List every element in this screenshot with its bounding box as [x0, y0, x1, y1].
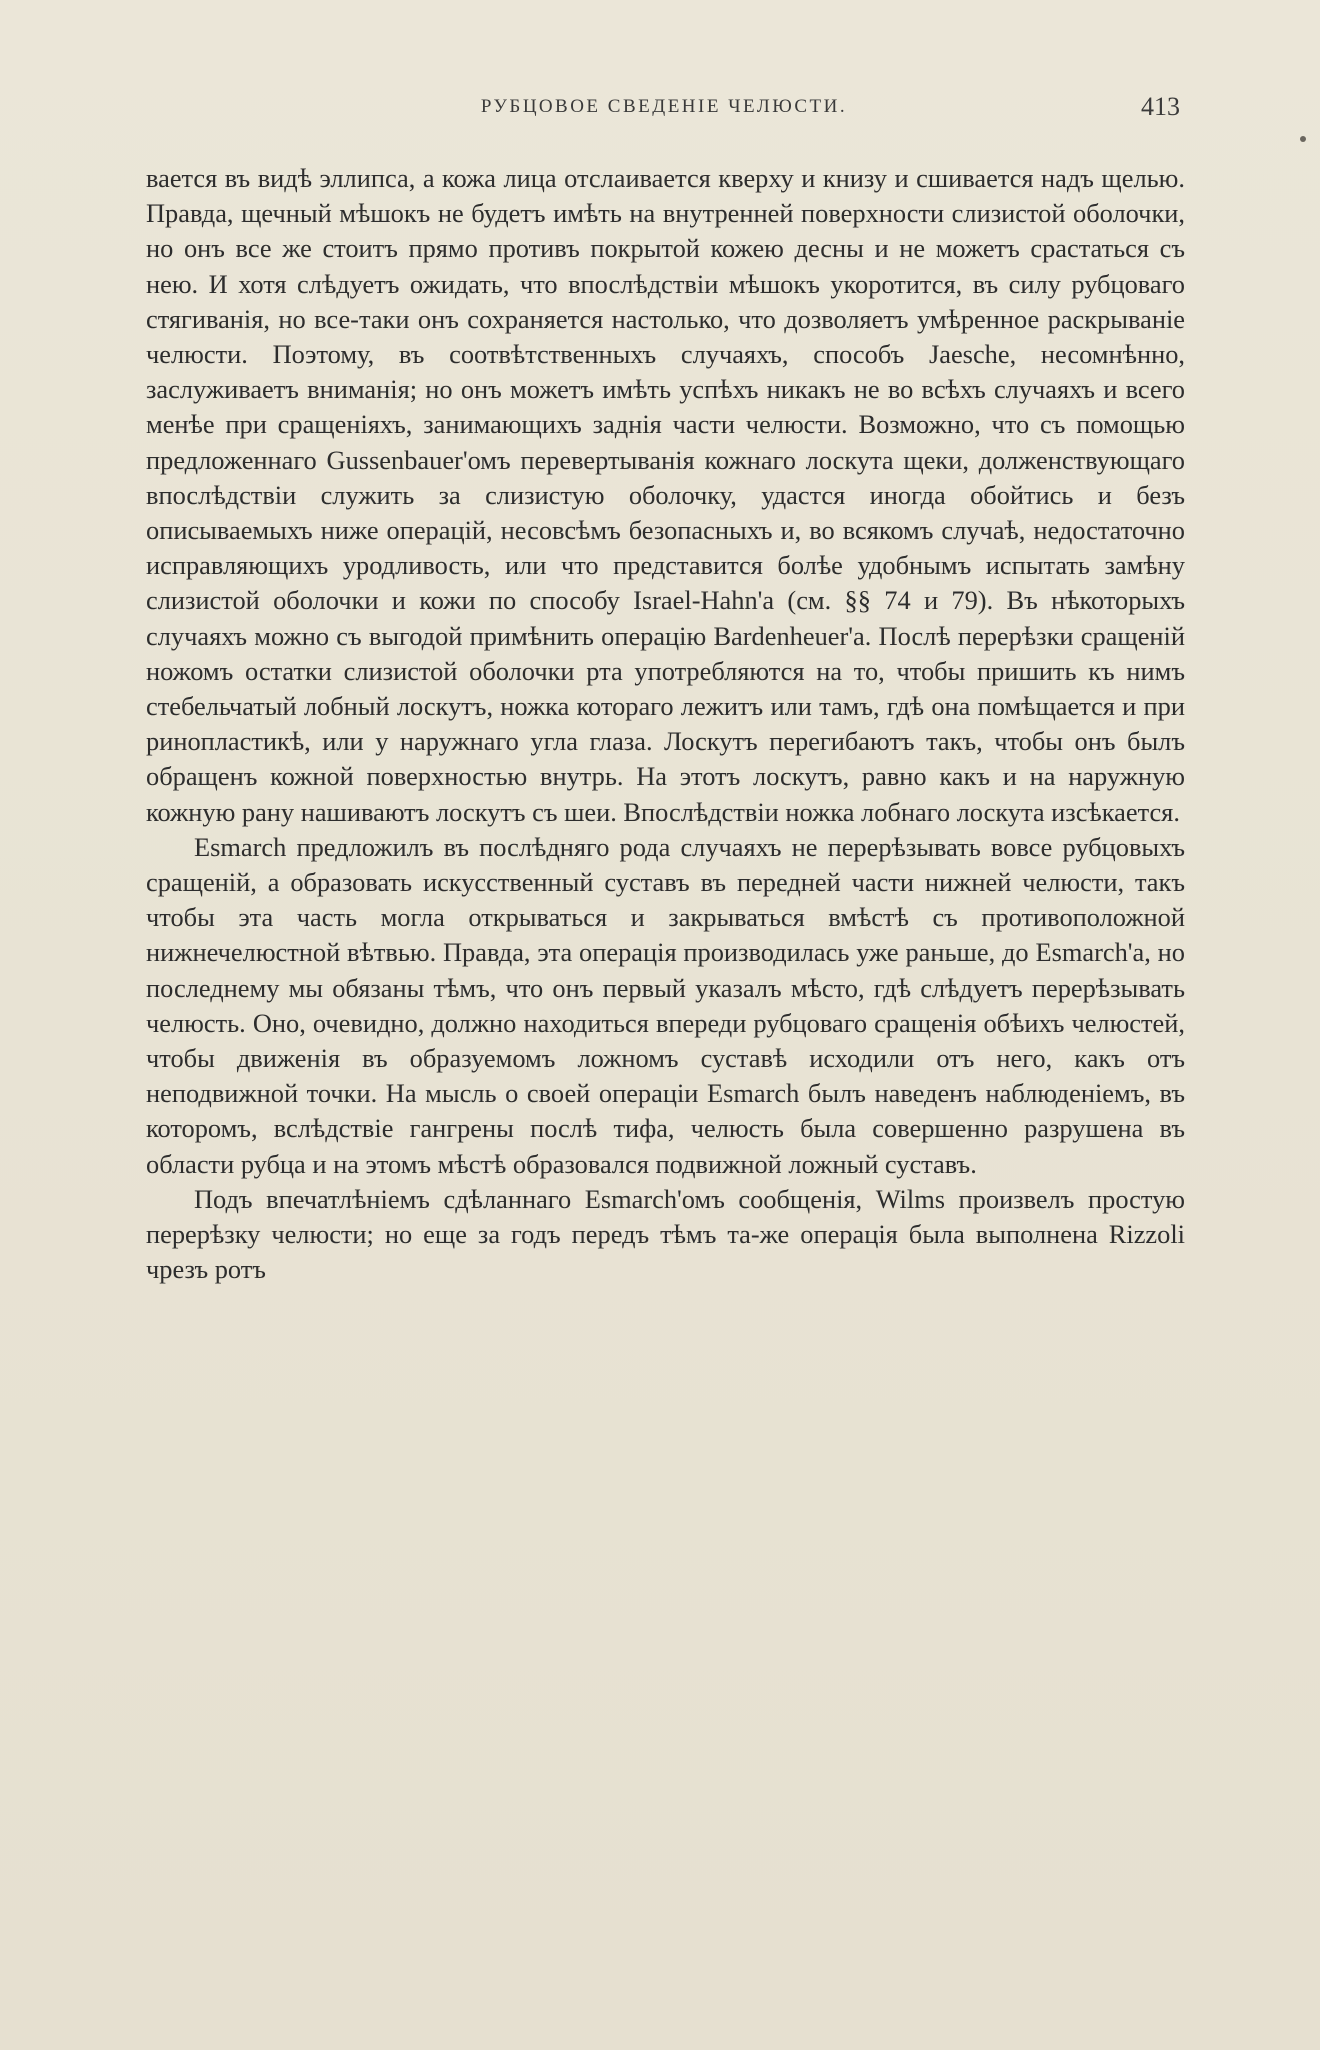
paragraph-3: Подъ впечатлѣніемъ сдѣланнаго Esmarch'омъ сообщенія, Wilms произвелъ простую перерѣзку челюсти; но еще за годъ передъ тѣмъ та-же операція была выполнена Rizzoli чрезъ ротъ	[146, 1183, 1185, 1285]
running-title: РУБЦОВОЕ СВЕДЕНІЕ ЧЕЛЮСТИ.	[480, 96, 848, 117]
paper-blemish	[1300, 136, 1306, 142]
page-number: 413	[1141, 92, 1180, 121]
body-text	[146, 161, 1185, 1288]
paragraph-1: вается въ видѣ эллипса, а кожа лица отслаивается кверху и книзу и сшивается надъ щелью. Правда, щечный мѣшокъ не будетъ имѣть на внутренней поверхности слизистой оболочки, но онъ все же стоитъ прямо противъ покрытой кожею десны и не можетъ срастаться съ нею. И хотя слѣдуетъ ожидать, что впослѣдствіи мѣшокъ укоротится, въ силу рубцоваго стягиванія, но все-таки онъ сохраняется настолько, что дозволяетъ умѣренное раскрываніе челюсти. Поэтому, въ соотвѣтственныхъ случаяхъ, способъ Jaesche, несомнѣнно, заслуживаетъ вниманія; но онъ можетъ имѣть успѣхъ никакъ не во всѣхъ случаяхъ и всего менѣе при сращеніяхъ, занимающихъ заднія части челюсти. Возможно, что съ помощью предложеннаго Gussenbauer'омъ перевертыванія кожнаго лоскута щеки, долженствующаго впослѣдствіи служить за слизистую оболочку, удастся иногда обойтись и безъ описываемыхъ ниже операцій, несовсѣмъ безопасныхъ и, во всякомъ случаѣ, недостаточно исправляющихъ уродливость, или что представится болѣе удобнымъ испытать замѣну слизистой оболочки и кожи по способу Israel-Hahn'а (см. §§ 74 и 79). Въ нѣкоторыхъ случаяхъ можно съ выгодой примѣнить операцію Bardenheuer'а. Послѣ перерѣзки сращеній ножомъ остатки слизистой оболочки рта употребляются на то, чтобы пришить къ нимъ стебельчатый лобный лоскутъ, ножка котораго лежитъ или тамъ, гдѣ она помѣщается и при ринопластикѣ, или у наружнаго угла глаза. Лоскутъ перегибаютъ такъ, чтобы онъ былъ обращенъ кожной поверхностью внутрь. На этотъ лоскутъ, равно какъ и на наружную кожную рану нашиваютъ лоскутъ съ шеи. Впослѣдствіи ножка лобнаго лоскута изсѣкается.	[146, 163, 1185, 827]
running-head	[148, 92, 1180, 136]
paragraph-2: Esmarch предложилъ въ послѣдняго рода случаяхъ не перерѣзывать вовсе рубцовыхъ сращеній, а образовать искусственный суставъ въ передней части нижней челюсти, такъ чтобы эта часть могла открываться и закрываться вмѣстѣ съ противоположной нижнечелюстной вѣтвью. Правда, эта операція производилась уже раньше, до Esmarch'а, но последнему мы обязаны тѣмъ, что онъ первый указалъ мѣсто, гдѣ слѣдуетъ перерѣзывать челюсть. Оно, очевидно, должно находиться впереди рубцоваго сращенія обѣихъ челюстей, чтобы движенія въ образуемомъ ложномъ суставѣ исходили отъ него, какъ отъ неподвижной точки. На мысль о своей операціи Esmarch былъ наведенъ наблюденіемъ, въ которомъ, вслѣдствіе гангрены послѣ тифа, челюсть была совершенно разрушена въ области рубца и на этомъ мѣстѣ образовался подвижной ложный суставъ.	[146, 831, 1185, 1179]
